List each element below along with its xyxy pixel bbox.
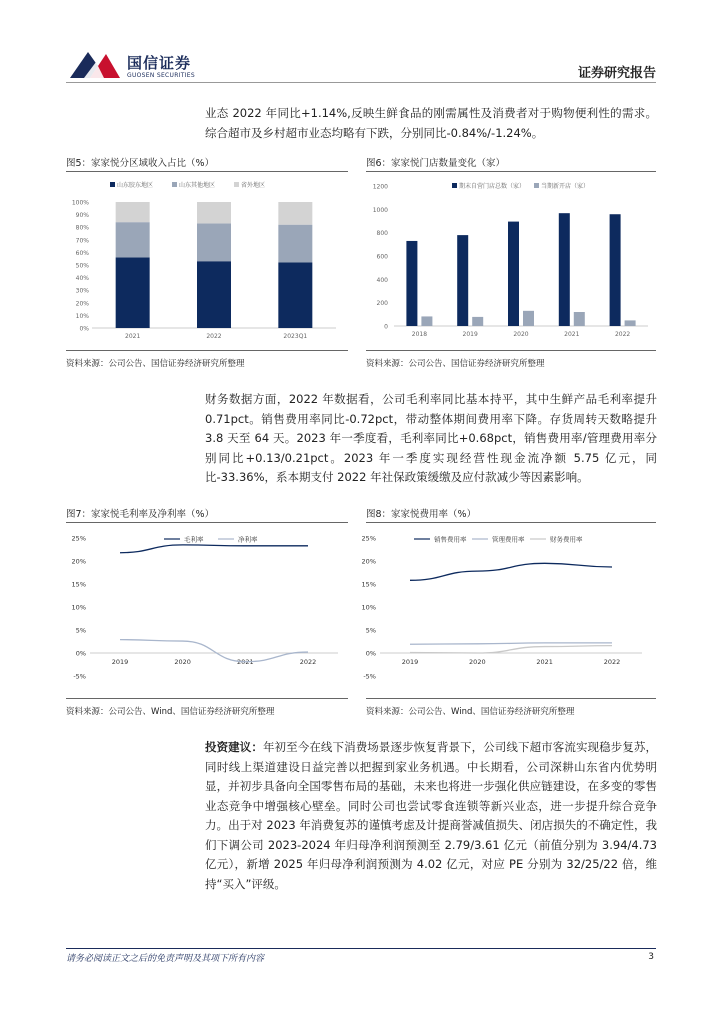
fig7-xtick: 2019 [111,658,129,666]
fig7-bottom-rule [66,698,348,699]
fig7-ytick: 10% [71,603,86,612]
fig6-bar [457,235,468,326]
fig6-legend-swatch [534,183,539,188]
fig6-bottom-rule [366,350,656,351]
fig5-legend-label: 省外地区 [241,182,266,189]
fig5-bar [116,257,150,328]
guosen-logo-icon [66,48,122,82]
fig6-bar [523,311,534,326]
fig6-ytick: 1000 [372,206,388,214]
fig5-ytick: 90% [75,212,89,220]
fig5-source: 资料来源：公司公告、国信证券经济研究所整理 [66,359,245,369]
fig6-bar [406,241,417,326]
fig7-title: 图7：家家悦毛利率及净利率（%） [66,509,215,520]
fig8-xtick: 2020 [469,658,486,666]
fig5-ytick: 10% [75,312,89,320]
logo-text-cn: 国信证券 [127,54,192,72]
fig8-title-rule [366,522,656,523]
header-divider [66,82,656,83]
fig6-bar [574,312,585,326]
fig5-title-rule [66,171,348,172]
fig8-series-line [410,643,612,644]
fig6-bar [625,320,636,326]
fig6-ytick: 0 [384,323,388,331]
fig8-xtick: 2021 [536,658,553,666]
fig5-ytick: 0% [79,325,89,333]
fig5-ytick: 70% [75,237,89,245]
fig8-xtick: 2019 [401,658,419,666]
report-type-label: 证券研究报告 [577,66,656,81]
fig8-legend-label: 管理费用率 [492,535,525,544]
fig5-ytick: 50% [75,262,89,270]
fig6-xtick: 2018 [411,331,428,338]
fig5-xtick: 2022 [206,333,222,340]
fig5-bar [278,262,312,328]
fig6-title: 图6：家家悦门店数量变化（家） [366,158,506,169]
fig8-title: 图8：家家悦费用率（%） [366,509,477,520]
fig8-ytick: 0% [365,649,376,658]
fig5-bar [278,202,312,225]
fig6-title-rule [366,171,656,172]
fig6-xtick: 2019 [462,331,478,338]
fig7-series-line [120,640,308,662]
page-number: 3 [648,952,654,962]
fig5-bar [116,222,150,257]
paragraph-1: 业态 2022 年同比+1.14%,反映生鲜食品的刚需属性及消费者对于购物便利性的需求。综合超市及乡村超市业态均略有下跌，分别同比-0.84%/-1.24%。 [205,106,657,140]
paragraph-3 [205,738,657,894]
fig8-series-line [410,563,612,580]
fig5-ytick: 80% [75,224,89,232]
fig6-chart [366,174,656,346]
fig7-series-line [120,545,308,553]
fig7-xtick: 2022 [299,658,317,666]
fig8-chart [361,526,656,694]
fig8-ytick: 15% [361,580,376,589]
fig5-xtick: 2021 [125,333,141,340]
footer-disclaimer: 请务必阅读正文之后的免责声明及其项下所有内容 [66,954,265,964]
fig5-legend-swatch [172,182,177,187]
fig6-bar [559,213,570,326]
fig5-ytick: 60% [75,249,89,257]
fig5-ytick: 30% [75,287,89,295]
fig8-legend-label: 销售费用率 [434,535,467,544]
fig6-legend-label: 期末自营门店总数（家） [459,183,526,190]
fig6-ytick: 800 [376,230,388,238]
fig8-source: 资料来源：公司公告、Wind、国信证券经济研究所整理 [366,707,575,717]
fig7-chart [66,526,348,694]
fig7-ytick: 25% [71,534,86,543]
fig5-ytick: 40% [75,275,89,283]
investment-advice-label: 投资建议： [205,740,263,754]
investment-advice-text: 年初至今在线下消费场景逐步恢复背景下，公司线下超市客流实现稳步复苏，同时线上渠道建设日益完善以把握到家业务机遇。中长期看，公司深耕山东省内优势明显，并初步具备向全国零售布局的基础，未来也将进一步强化供应链建设，在多变的零售业态竞争中增强核心壁垒。同时公司也尝试零食连锁等新兴业态，进一步提升综合竞争力。出于对 2023 年消费复苏的谨慎考虑及计提商誉减值损失、闭店损失的不确定性，我们下调公司 2023-2024 年归母净利润预测至 2.79/3.61 亿元（前值分别为 3.94/4.73 亿元），新增 2025 年归母净利润预测为 4.02 亿元，对应 PE 分别为 32/25/22 倍，维持“买入”评级。 [205,740,658,891]
fig6-ytick: 400 [376,276,388,284]
fig5-legend-swatch [234,182,239,187]
fig5-title: 图5：家家悦分区域收入占比（%） [66,158,215,169]
fig6-xtick: 2020 [513,331,529,338]
fig5-ytick: 100% [71,199,89,207]
fig7-legend-label: 净利率 [238,535,258,544]
logo-text-en: GUOSEN SECURITIES [127,72,196,79]
fig7-ytick: 0% [75,649,86,658]
fig5-bar [197,202,231,223]
fig7-legend-label: 毛利率 [184,535,204,544]
fig7-title-rule [66,522,348,523]
fig5-legend-label: 山东其他地区 [179,182,216,189]
fig6-source: 资料来源：公司公告、国信证券经济研究所整理 [366,359,545,369]
fig8-ytick: -5% [363,672,376,681]
fig5-bar [197,261,231,328]
fig7-source: 资料来源：公司公告、Wind、国信证券经济研究所整理 [66,707,275,717]
fig6-ytick: 600 [376,253,388,261]
fig6-bar [508,222,519,326]
fig8-ytick: 25% [361,534,376,543]
fig7-ytick: -5% [73,672,86,681]
fig7-ytick: 5% [75,626,86,635]
fig5-legend-swatch [110,182,115,187]
fig6-xtick: 2022 [614,331,631,338]
fig8-bottom-rule [366,698,656,699]
fig8-ytick: 5% [365,626,376,635]
fig5-chart [66,174,348,346]
fig6-bar [421,316,432,326]
fig5-ytick: 20% [75,300,89,308]
fig7-ytick: 20% [71,557,86,566]
fig8-legend-label: 财务费用率 [550,535,583,544]
fig6-bar [610,214,621,326]
fig6-bar [472,317,483,326]
fig7-ytick: 15% [71,580,86,589]
fig8-ytick: 20% [361,557,376,566]
fig7-xtick: 2021 [237,658,254,666]
fig6-ytick: 1200 [372,183,388,191]
fig5-bar [197,223,231,261]
fig6-legend-label: 当期新开店（家） [541,183,590,190]
fig6-legend-swatch [452,183,457,188]
footer-divider [66,948,656,949]
fig5-legend-label: 山东胶东地区 [117,182,154,189]
fig8-xtick: 2022 [603,658,621,666]
fig5-bar [116,202,150,222]
fig8-series-line [410,646,612,653]
fig8-ytick: 10% [361,603,376,612]
fig5-bottom-rule [66,350,348,351]
fig7-xtick: 2020 [174,658,191,666]
fig5-xtick: 2023Q1 [283,333,308,340]
paragraph-2: 财务数据方面，2022 年数据看，公司毛利率同比基本持平，其中生鲜产品毛利率提升 0.71pct。销售费用率同比-0.72pct，带动整体期间费用率下降。存货周转天数略提升 3.8 天至 64 天。2023 年一季度看，毛利率同比+0.68pct，销售费用率/管理费用率分别同比+0.13/0.21pct。2023 年一季度实现经营性现金流净额 5.75 亿元，同比-33.36%，系本期支付 2022 年社保政策缓缴及应付款减少等因素影响。 [205,392,657,484]
fig6-ytick: 200 [376,300,388,308]
fig5-bar [278,225,312,263]
fig6-xtick: 2021 [564,331,580,338]
